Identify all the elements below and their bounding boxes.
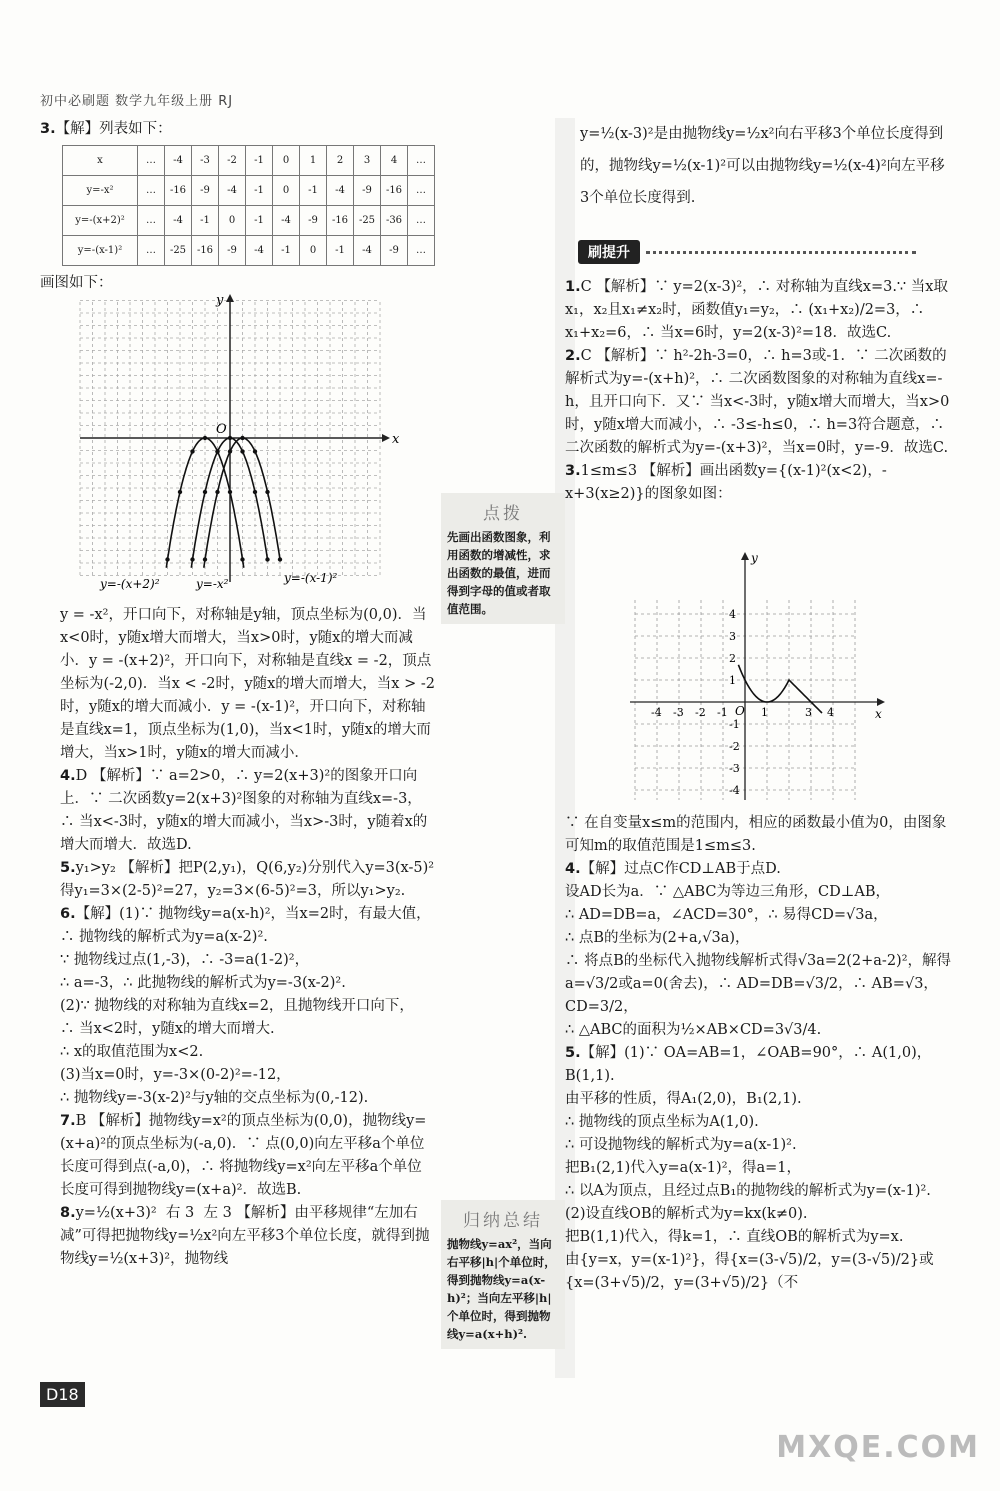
- table-cell: -4: [165, 206, 192, 236]
- page-header: 初中必刷题 数学九年级上册 RJ: [40, 94, 234, 109]
- table-cell: …: [138, 236, 165, 266]
- piecewise-graph: [625, 550, 895, 810]
- table-cell: -9: [354, 176, 381, 206]
- r-top-text: y=½(x-3)²是由抛物线y=½x²向右平移3个单位长度得到的，抛物线y=½(x-1)²可以由抛物线y=½(x-4)²向左平移3个单位长度得到.: [580, 126, 945, 206]
- x-axis-arrow: [382, 434, 390, 442]
- table-cell: -1: [192, 206, 219, 236]
- r1: 1.C 【解析】∵ y=2(x-3)²，∴ 对称轴为直线x=3.∵ 当x取x₁，x₂且x₁≠x₂时，函数值y₁=y₂，∴ (x₁+x₂)/2=3，∴ x₁+x₂=6，∴ 当x=6时，y=2(x-3)²=18．故选C.: [565, 279, 948, 341]
- data-point: [265, 490, 269, 494]
- table-cell: -4: [219, 176, 246, 206]
- table-cell: -1: [327, 236, 354, 266]
- table-cell: -25: [165, 236, 192, 266]
- curve-label-2: y=-x²: [196, 577, 229, 591]
- x-tick-label: -4: [651, 706, 662, 719]
- summary-title: 归纳总结: [463, 1211, 543, 1231]
- x-axis-label: x: [392, 432, 400, 447]
- x-tick-label: 1: [761, 706, 768, 719]
- summary-box: [441, 1200, 565, 1349]
- section-ribbon: [578, 240, 928, 266]
- table-row-label: x: [63, 146, 138, 176]
- data-point: [190, 557, 194, 561]
- parabola-graph: [70, 292, 400, 592]
- table-cell: -16: [327, 206, 354, 236]
- table-cell: 0: [273, 176, 300, 206]
- r3: 3.1≤m≤3 【解析】画出函数y={(x-1)²(x<2)，-x+3(x≥2)}的图象如图：: [565, 463, 887, 502]
- r5: 5.【解】(1)∵ OA=AB=1，∠OAB=90°，∴ A(1,0)，B(1,1). 由平移的性质，得A₁(2,0)，B₁(2,1). ∴ 抛物线的顶点坐标为A(1,0). ∴ 可设抛物线的解析式为y=a(x-1)². 把B₁(2,1)代入y=a(x-1)²，得a=1， ∴ 以A为顶点，且经过点B₁的抛物线的解析式为y=(x-1)². (2)设直线OB的解析式为y=kx(k≠0). 把B(1,1)代入，得k=1，∴ 直线OB的解析式为y=x. 由{y=x，y=(x-1)²}，得{x=(3-√5)/2，y=(3-√5)/2}或{x=(3+√5)/2，y=(3+√5)/2}（不: [565, 1045, 934, 1291]
- table-cell: -1: [273, 236, 300, 266]
- table-cell: 1: [300, 146, 327, 176]
- table-cell: …: [408, 146, 435, 176]
- table-cell: -9: [192, 176, 219, 206]
- table-cell: …: [138, 206, 165, 236]
- r4: 4.【解】过点C作CD⊥AB于点D. 设AD长为a．∵ △ABC为等边三角形，CD⊥AB， ∴ AD=DB=a，∠ACD=30°，∴ 易得CD=√3a， ∴ 点B的坐标为(2+a,√3a)， ∴ 将点B的坐标代入抛物线解析式得√3a=2(2+a-2)²，解得a=√3/2或a=0(舍去)，∴ AD=DB=√3/2，∴ AB=√3，CD=3/2， ∴ △ABC的面积为½×AB×CD=3√3/4.: [565, 861, 952, 1038]
- table-row-label: y=-(x-1)²: [63, 236, 138, 266]
- watermark: MXQE.COM: [776, 1430, 980, 1465]
- table-cell: 4: [381, 146, 408, 176]
- table-cell: -4: [246, 236, 273, 266]
- q5: 5.y₁>y₂ 【解析】把P(2,y₁)，Q(6,y₂)分别代入y=3(x-5)²得y₁=3×(2-5)²=27，y₂=3×(6-5)²=3，所以y₁>y₂.: [60, 860, 435, 899]
- x-tick-label: -3: [673, 706, 684, 719]
- data-point: [165, 557, 169, 561]
- y-axis-label: y: [216, 293, 224, 308]
- data-point: [190, 449, 194, 453]
- y-axis-arrow: [226, 294, 234, 302]
- data-point: [203, 557, 207, 561]
- y-tick-label: 1: [729, 674, 736, 687]
- table-cell: -1: [246, 146, 273, 176]
- q6: 6.【解】(1)∵ 抛物线y=a(x-h)²，当x=2时，有最大值，∴ 抛物线的解析式为y=a(x-2)². ∵ 抛物线过点(1,-3)，∴ -3=a(1-2)²， ∴ a=-3，∴ 此抛物线的解析式为y=-3(x-2)². (2)∵ 抛物线的对称轴为直线x=2，且抛物线开口向下， ∴ 当x<2时，y随x的增大而增大. ∴ x的取值范围为x<2. (3)当x=0时，y=-3×(0-2)²=-12， ∴ 抛物线y=-3(x-2)²与y轴的交点坐标为(0,-12).: [60, 906, 431, 1106]
- tip-title: 点拨: [483, 504, 523, 524]
- table-cell: -16: [192, 236, 219, 266]
- left-column: [40, 118, 435, 295]
- data-point: [253, 490, 257, 494]
- data-point: [228, 449, 232, 453]
- data-point: [253, 449, 257, 453]
- data-point: [265, 557, 269, 561]
- x-tick-label: 3: [805, 706, 812, 719]
- table-cell: …: [408, 236, 435, 266]
- x-tick-label: 4: [827, 706, 834, 719]
- table-cell: -4: [165, 146, 192, 176]
- q3-text: y = -x²，开口向下，对称轴是y轴，顶点坐标为(0,0)．当x<0时，y随x增大而增大，当x>0时，y随x的增大而减小．y = -(x+2)²，开口向下，对称轴是直线x = -2，顶点坐标为(-2,0)．当x < -2时，y随x的增大而增大，当x > -2时，y随x的增大而减小．y = -(x-1)²，开口向下，对称轴是直线x=1，顶点坐标为(1,0)，当x<1时，y随x的增大而增大，当x>1时，y随x的增大而减小．: [60, 607, 435, 761]
- table-row: [63, 146, 435, 176]
- left-column-text: [60, 604, 435, 1271]
- q7: 7.B 【解析】抛物线y=x²的顶点坐标为(0,0)，抛物线y=(x+a)²的顶点坐标为(-a,0)．∵ 点(0,0)向左平移a个单位长度可得到点(-a,0)，∴ 将抛物线y=x²向左平移a个单位长度可得到抛物线y=(x+a)²．故选B.: [60, 1113, 427, 1198]
- table-cell: -16: [381, 176, 408, 206]
- x-tick-label: -2: [695, 706, 706, 719]
- data-point: [203, 490, 207, 494]
- table-cell: -9: [219, 236, 246, 266]
- curve-label-3: y=-(x-1)²: [284, 571, 338, 585]
- table-cell: -1: [246, 176, 273, 206]
- draw-lead: 画图如下：: [40, 275, 113, 291]
- table-cell: -3: [192, 146, 219, 176]
- y-tick-label: 2: [729, 652, 736, 665]
- table-cell: 3: [354, 146, 381, 176]
- data-point: [178, 490, 182, 494]
- table-cell: -16: [165, 176, 192, 206]
- curve-label-1: y=-(x+2)²: [100, 577, 160, 591]
- table-row-label: y=-x²: [63, 176, 138, 206]
- table-cell: -4: [273, 206, 300, 236]
- q8: 8.y=½(x+3)² 右 3 左 3 【解析】由平移规律“左加右减”可得把抛物线y=½x²向左平移3个单位长度，就得到抛物线y=½(x+3)²，抛物线: [60, 1205, 430, 1267]
- data-point: [240, 449, 244, 453]
- table-row: [63, 236, 435, 266]
- y-axis-label-2: y: [751, 551, 758, 565]
- y-tick-label: -2: [729, 740, 740, 753]
- y-tick-label: 3: [729, 630, 736, 643]
- tip-box: [441, 493, 565, 624]
- table-cell: …: [138, 146, 165, 176]
- y-tick-label: 4: [729, 608, 736, 621]
- table-cell: -9: [381, 236, 408, 266]
- right-column-top: [580, 118, 952, 214]
- table-cell: -4: [354, 236, 381, 266]
- table-cell: -36: [381, 206, 408, 236]
- table-cell: 0: [300, 236, 327, 266]
- data-point: [215, 449, 219, 453]
- y-tick-label: -4: [729, 784, 740, 797]
- y-tick-label: -1: [729, 718, 740, 731]
- table-cell: 2: [327, 146, 354, 176]
- table-cell: 0: [219, 206, 246, 236]
- x-axis-label-2: x: [875, 707, 882, 721]
- right-column-mid: [565, 276, 952, 506]
- data-point: [215, 490, 219, 494]
- table-cell: -1: [300, 176, 327, 206]
- data-point: [278, 557, 282, 561]
- q4: 4.D 【解析】∵ a=2>0，∴ y=2(x+3)²的图象开口向上．∵ 二次函数y=2(x+3)²图象的对称轴为直线x=-3，∴ 当x<-3时，y随x的增大而减小，当x>-3时，y随着x的增大而增大．故选D.: [60, 768, 428, 853]
- table-cell: …: [138, 176, 165, 206]
- y-tick-label: -3: [729, 762, 740, 775]
- section-label: 刷提升: [578, 240, 640, 264]
- summary-text: 抛物线y=ax²，当向右平移|h|个单位时，得到抛物线y=a(x-h)²；当向左平移|h|个单位时，得到抛物线y=a(x+h)².: [447, 1237, 556, 1341]
- value-table: [62, 145, 435, 266]
- table-cell: 0: [273, 146, 300, 176]
- origin-label-2: O: [735, 704, 745, 718]
- data-point: [228, 490, 232, 494]
- data-point: [240, 436, 244, 440]
- data-point: [228, 436, 232, 440]
- page-number: D18: [40, 1382, 85, 1407]
- table-cell: -1: [246, 206, 273, 236]
- tip-text: 先画出函数图象，利用函数的增减性，求出函数的最值，进而得到字母的值或者取值范围。: [447, 530, 551, 616]
- table-row: [63, 206, 435, 236]
- right-column-bottom: [565, 812, 952, 1295]
- r3-after: ∵ 在自变量x≤m的范围内，相应的函数最小值为0，由图象可知m的取值范围是1≤m≤3.: [565, 815, 947, 854]
- table-row-label: y=-(x+2)²: [63, 206, 138, 236]
- table-cell: …: [408, 206, 435, 236]
- x-tick-label: -1: [717, 706, 728, 719]
- data-point: [240, 557, 244, 561]
- q3-lead: 3.【解】列表如下：: [40, 121, 172, 137]
- origin-label: O: [216, 422, 227, 437]
- table-cell: -4: [327, 176, 354, 206]
- table-cell: -25: [354, 206, 381, 236]
- table-cell: -2: [219, 146, 246, 176]
- dotted-rule: [646, 251, 916, 254]
- r2: 2.C 【解析】∵ h²-2h-3=0，∴ h=3或-1．∵ 二次函数的解析式为y=-(x+h)²，∴ 二次函数图象的对称轴为直线x=-h，且开口向下．又∵ 当x<-3时，y随x增大而增大，当x>0时，y随x增大而减小，∴ -3≤-h≤0，∴ h=3符合题意，∴ 二次函数的解析式为y=-(x+3)²，当x=0时，y=-9．故选C.: [565, 348, 950, 456]
- table-cell: -9: [300, 206, 327, 236]
- table-row: [63, 176, 435, 206]
- data-point: [203, 436, 207, 440]
- table-cell: …: [408, 176, 435, 206]
